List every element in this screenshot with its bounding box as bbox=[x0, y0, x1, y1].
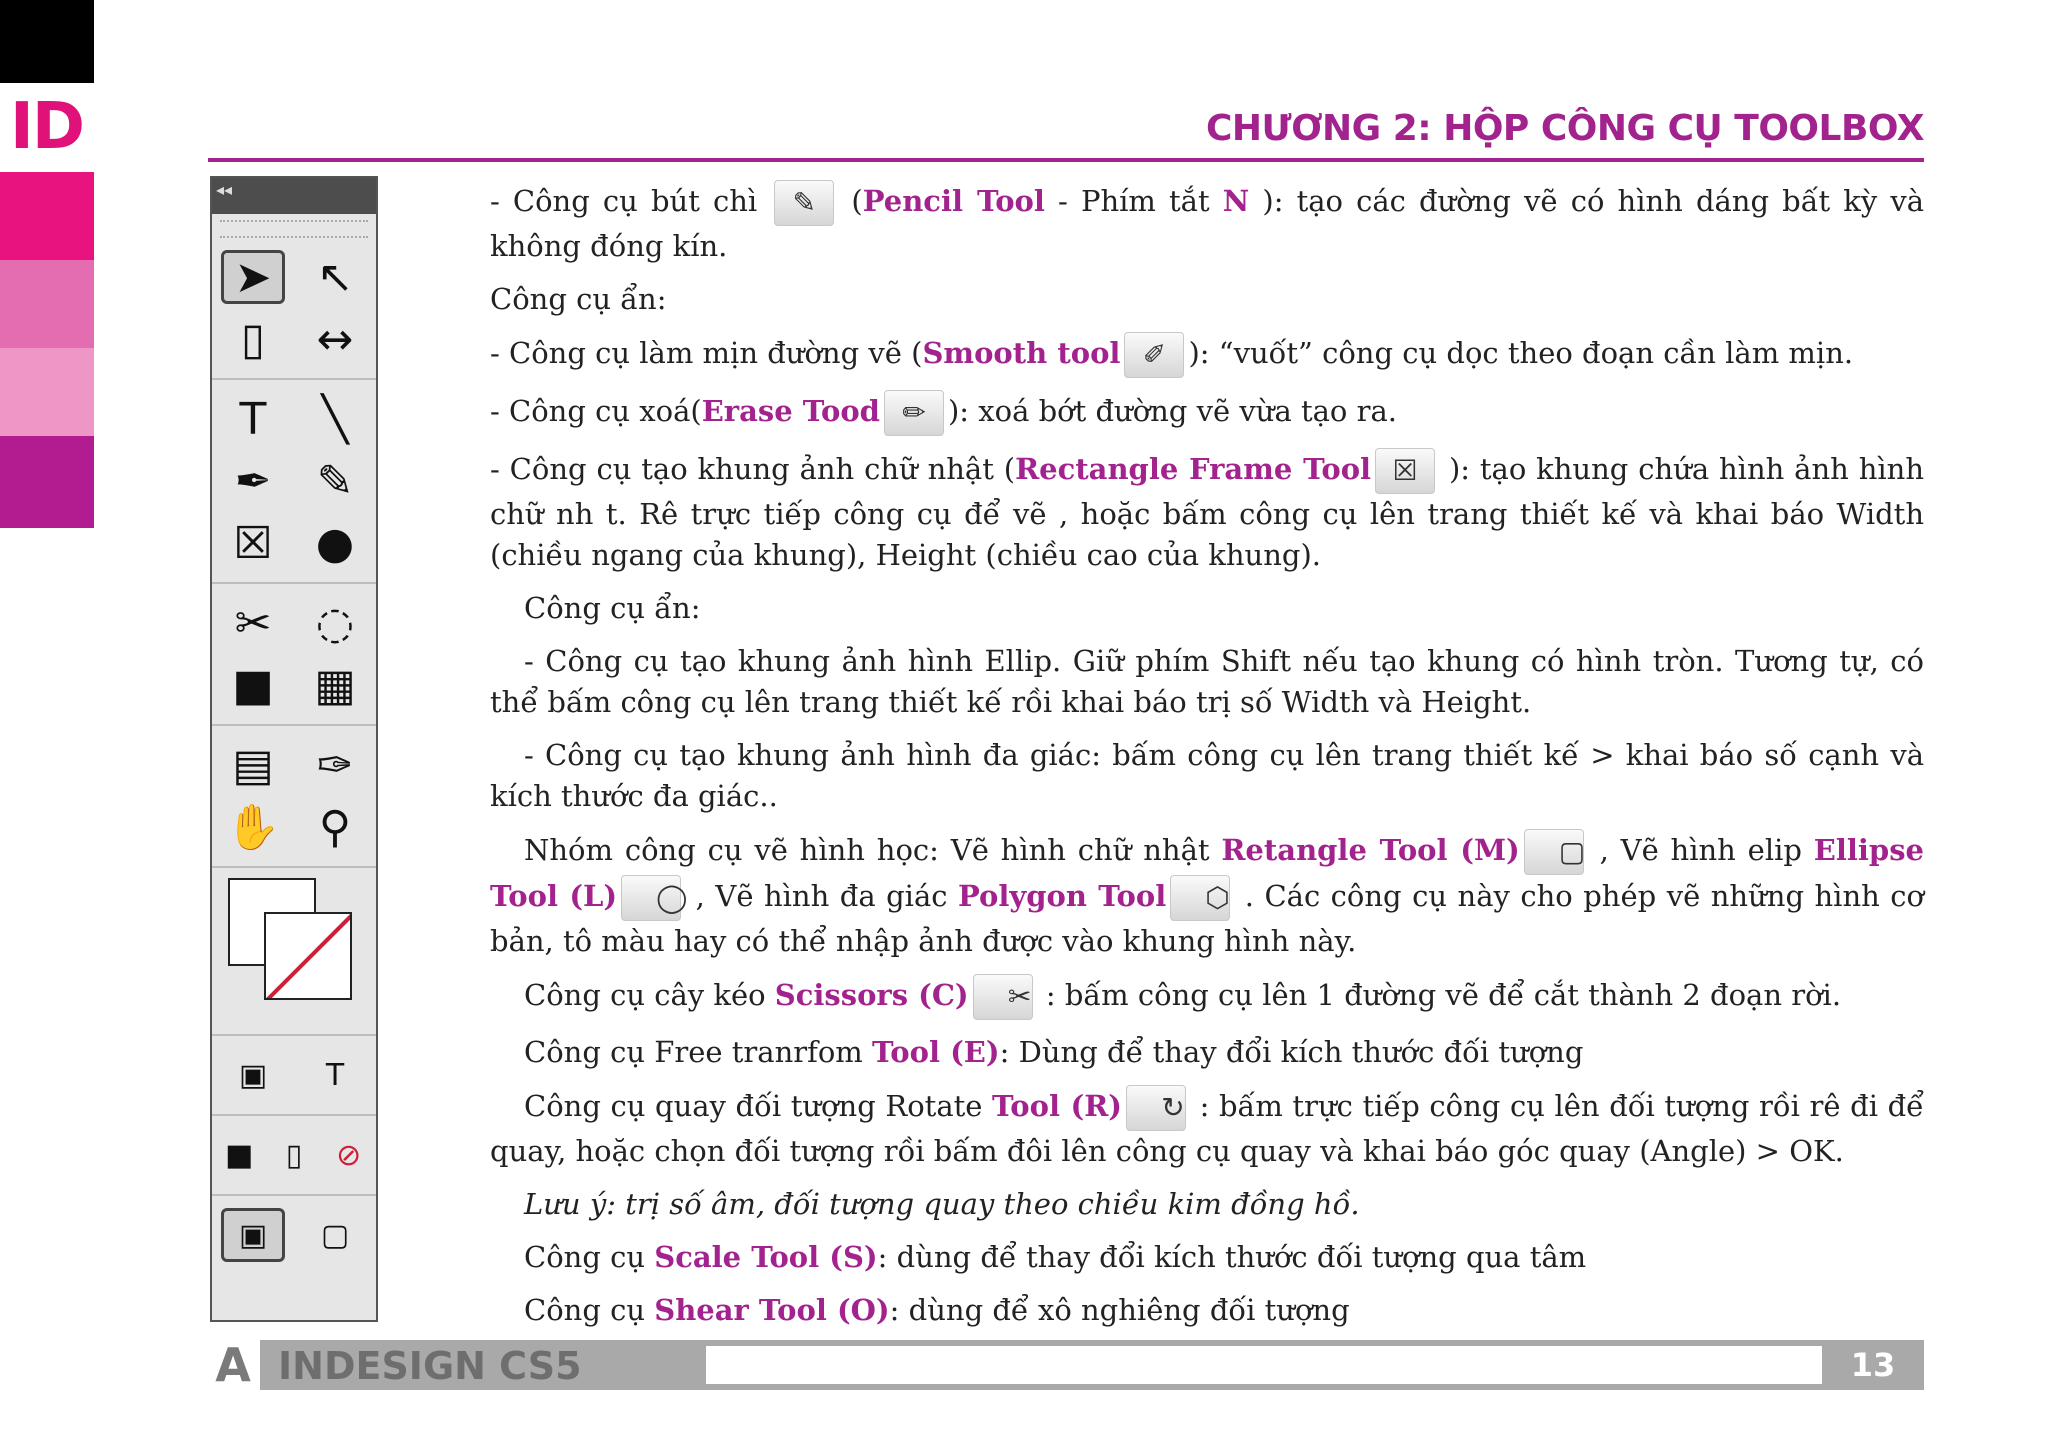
pen-tool-icon: ✒ bbox=[234, 455, 272, 507]
main-content bbox=[490, 180, 1924, 1343]
pencil-icon: ✎ bbox=[774, 180, 834, 226]
direct-selection-tool-icon: ↖ bbox=[316, 251, 354, 303]
apply-color-icon: ■ bbox=[225, 1137, 254, 1173]
toolbox-grip bbox=[220, 220, 368, 238]
color-tab-1 bbox=[0, 172, 94, 260]
toolbox-group-view bbox=[212, 1196, 376, 1274]
apply-none-icon: ⊘ bbox=[336, 1137, 362, 1173]
hand-tool-icon: ✋ bbox=[225, 802, 281, 853]
formatting-text-icon: T bbox=[325, 1057, 345, 1093]
toolbox-group-navigation bbox=[212, 726, 376, 868]
footer-product: INDESIGN CS5 bbox=[278, 1344, 582, 1388]
scissors-icon: ✂ bbox=[973, 974, 1033, 1020]
erase-tool-icon: ✏ bbox=[884, 390, 944, 436]
preview-view-icon: ▢ bbox=[320, 1217, 350, 1253]
toolbox-group-transform bbox=[212, 584, 376, 726]
footer-logo: A bbox=[206, 1340, 260, 1390]
toolbox-group-selection bbox=[212, 238, 376, 380]
zoom-tool-icon: ⚲ bbox=[318, 801, 352, 853]
scissors-tool-icon: ✂ bbox=[234, 597, 272, 649]
selection-tool-icon: ➤ bbox=[221, 250, 285, 304]
toolbox-group-drawing bbox=[212, 380, 376, 584]
paragraph-hidden-1: Công cụ ẩn: bbox=[490, 282, 667, 316]
type-tool-icon: T bbox=[239, 393, 267, 445]
page-number: 13 bbox=[1850, 1346, 1896, 1384]
paragraph-polygon-frame: - Công cụ tạo khung ảnh hình đa giác: bấm công cụ lên trang thiết kế > khai báo số cạnh và kích thước đa giác.. bbox=[490, 738, 1924, 813]
paragraph-shear: Công cụ Shear Tool (O): dùng để xô nghiêng đối tượng bbox=[524, 1293, 1350, 1327]
paragraph-ellipse-frame: - Công cụ tạo khung ảnh hình Ellip. Giữ phím Shift nếu tạo khung có hình tròn. Tương tự, có thể bấm công cụ lên trang thiết kế rồi khai báo trị số Width và Height. bbox=[490, 644, 1924, 719]
page-tool-icon: ▯ bbox=[240, 313, 266, 365]
gap-tool-icon: ↔ bbox=[316, 313, 354, 365]
page-footer bbox=[206, 1340, 1924, 1390]
color-tab-3 bbox=[0, 348, 94, 436]
ellipse-tool-icon: ● bbox=[315, 517, 355, 569]
ellipse-tool-icon: ◯ bbox=[621, 875, 681, 921]
paragraph-smooth: - Công cụ làm mịn đường vẽ (Smooth tool ✐ ): “vuốt” công cụ dọc theo đoạn cần làm mịn. bbox=[490, 332, 1924, 378]
paragraph-rectangle-frame: - Công cụ tạo khung ảnh chữ nhật (Rectangle Frame Tool ☒ ): tạo khung chứa hình ảnh hình chữ nh t. Rê trực tiếp công cụ để vẽ , hoặc bấm công cụ lên trang thiết kế và khai báo Width (chiều ngang của khung), Height (chiều cao của khung). bbox=[490, 448, 1924, 576]
title-rule bbox=[208, 158, 1924, 162]
eyedropper-tool-icon: ✑ bbox=[316, 739, 354, 791]
chapter-title: CHƯƠNG 2: HỘP CÔNG CỤ TOOLBOX bbox=[1205, 108, 1924, 149]
paragraph-scissors: Công cụ cây kéo Scissors (C) ✂ : bấm công cụ lên 1 đường vẽ để cắt thành 2 đoạn rời. bbox=[490, 974, 1924, 1020]
toolbox-panel bbox=[210, 176, 378, 1322]
paragraph-pencil: - Công cụ bút chì ✎ (Pencil Tool - Phím tắt N ): tạo các đường vẽ có hình dáng bất kỳ và không đóng kín. bbox=[490, 180, 1924, 267]
normal-view-icon: ▣ bbox=[221, 1208, 285, 1262]
paragraph-hidden-2: Công cụ ẩn: bbox=[524, 591, 701, 625]
footer-bar bbox=[706, 1346, 1822, 1384]
toolbox-group-format bbox=[212, 1036, 376, 1116]
rotate-tool-icon: ↻ bbox=[1126, 1085, 1186, 1131]
rectangle-frame-icon: ☒ bbox=[1375, 448, 1435, 494]
toolbox-header: ◂◂ bbox=[212, 178, 376, 214]
free-transform-tool-icon: ◌ bbox=[315, 597, 355, 649]
color-tab-4 bbox=[0, 436, 94, 528]
line-tool-icon: ╲ bbox=[321, 393, 349, 445]
gradient-swatch-tool-icon: ■ bbox=[232, 659, 274, 711]
pencil-tool-icon: ✎ bbox=[316, 455, 354, 507]
fill-stroke-swatches bbox=[212, 868, 376, 1036]
paragraph-scale: Công cụ Scale Tool (S): dùng để thay đổi kích thước đối tượng qua tâm bbox=[524, 1240, 1587, 1274]
smooth-tool-icon: ✐ bbox=[1124, 332, 1184, 378]
paragraph-note: Lưu ý: trị số âm, đối tượng quay theo chiều kim đồng hồ. bbox=[524, 1187, 1360, 1221]
formatting-container-icon: ▣ bbox=[238, 1057, 268, 1093]
paragraph-free-transform: Công cụ Free tranrfom Tool (E): Dùng để thay đổi kích thước đối tượng bbox=[524, 1035, 1584, 1069]
rectangle-tool-icon: ▢ bbox=[1524, 829, 1584, 875]
gradient-feather-tool-icon: ▦ bbox=[314, 659, 356, 711]
apply-gradient-icon: ▯ bbox=[285, 1137, 303, 1173]
note-tool-icon: ▤ bbox=[232, 739, 274, 791]
stroke-swatch bbox=[264, 912, 352, 1000]
indesign-logo: ID bbox=[10, 90, 83, 164]
paragraph-erase: - Công cụ xoá(Erase Tood ✏ ): xoá bớt đường vẽ vừa tạo ra. bbox=[490, 390, 1924, 436]
rectangle-frame-tool-icon: ☒ bbox=[233, 517, 273, 569]
toolbox-group-apply bbox=[212, 1116, 376, 1196]
color-tab-2 bbox=[0, 260, 94, 348]
paragraph-shape-tools: Nhóm công cụ vẽ hình học: Vẽ hình chữ nhật Retangle Tool (M) ▢ , Vẽ hình elip Ellipse Tool (L) ◯ , Vẽ hình đa giác Polygon Tool ⬡ . Các công cụ này cho phép vẽ những hình cơ bản, tô màu hay có thể nhập ảnh được vào khung hình này. bbox=[490, 829, 1924, 962]
paragraph-rotate: Công cụ quay đối tượng Rotate Tool (R) ↻ : bấm trực tiếp công cụ lên đối tượng rồi rê đi để quay, hoặc chọn đối tượng rồi bấm đôi lên công cụ quay và khai báo góc quay (Angle) > OK. bbox=[490, 1085, 1924, 1172]
polygon-tool-icon: ⬡ bbox=[1170, 875, 1230, 921]
black-tab bbox=[0, 0, 94, 83]
